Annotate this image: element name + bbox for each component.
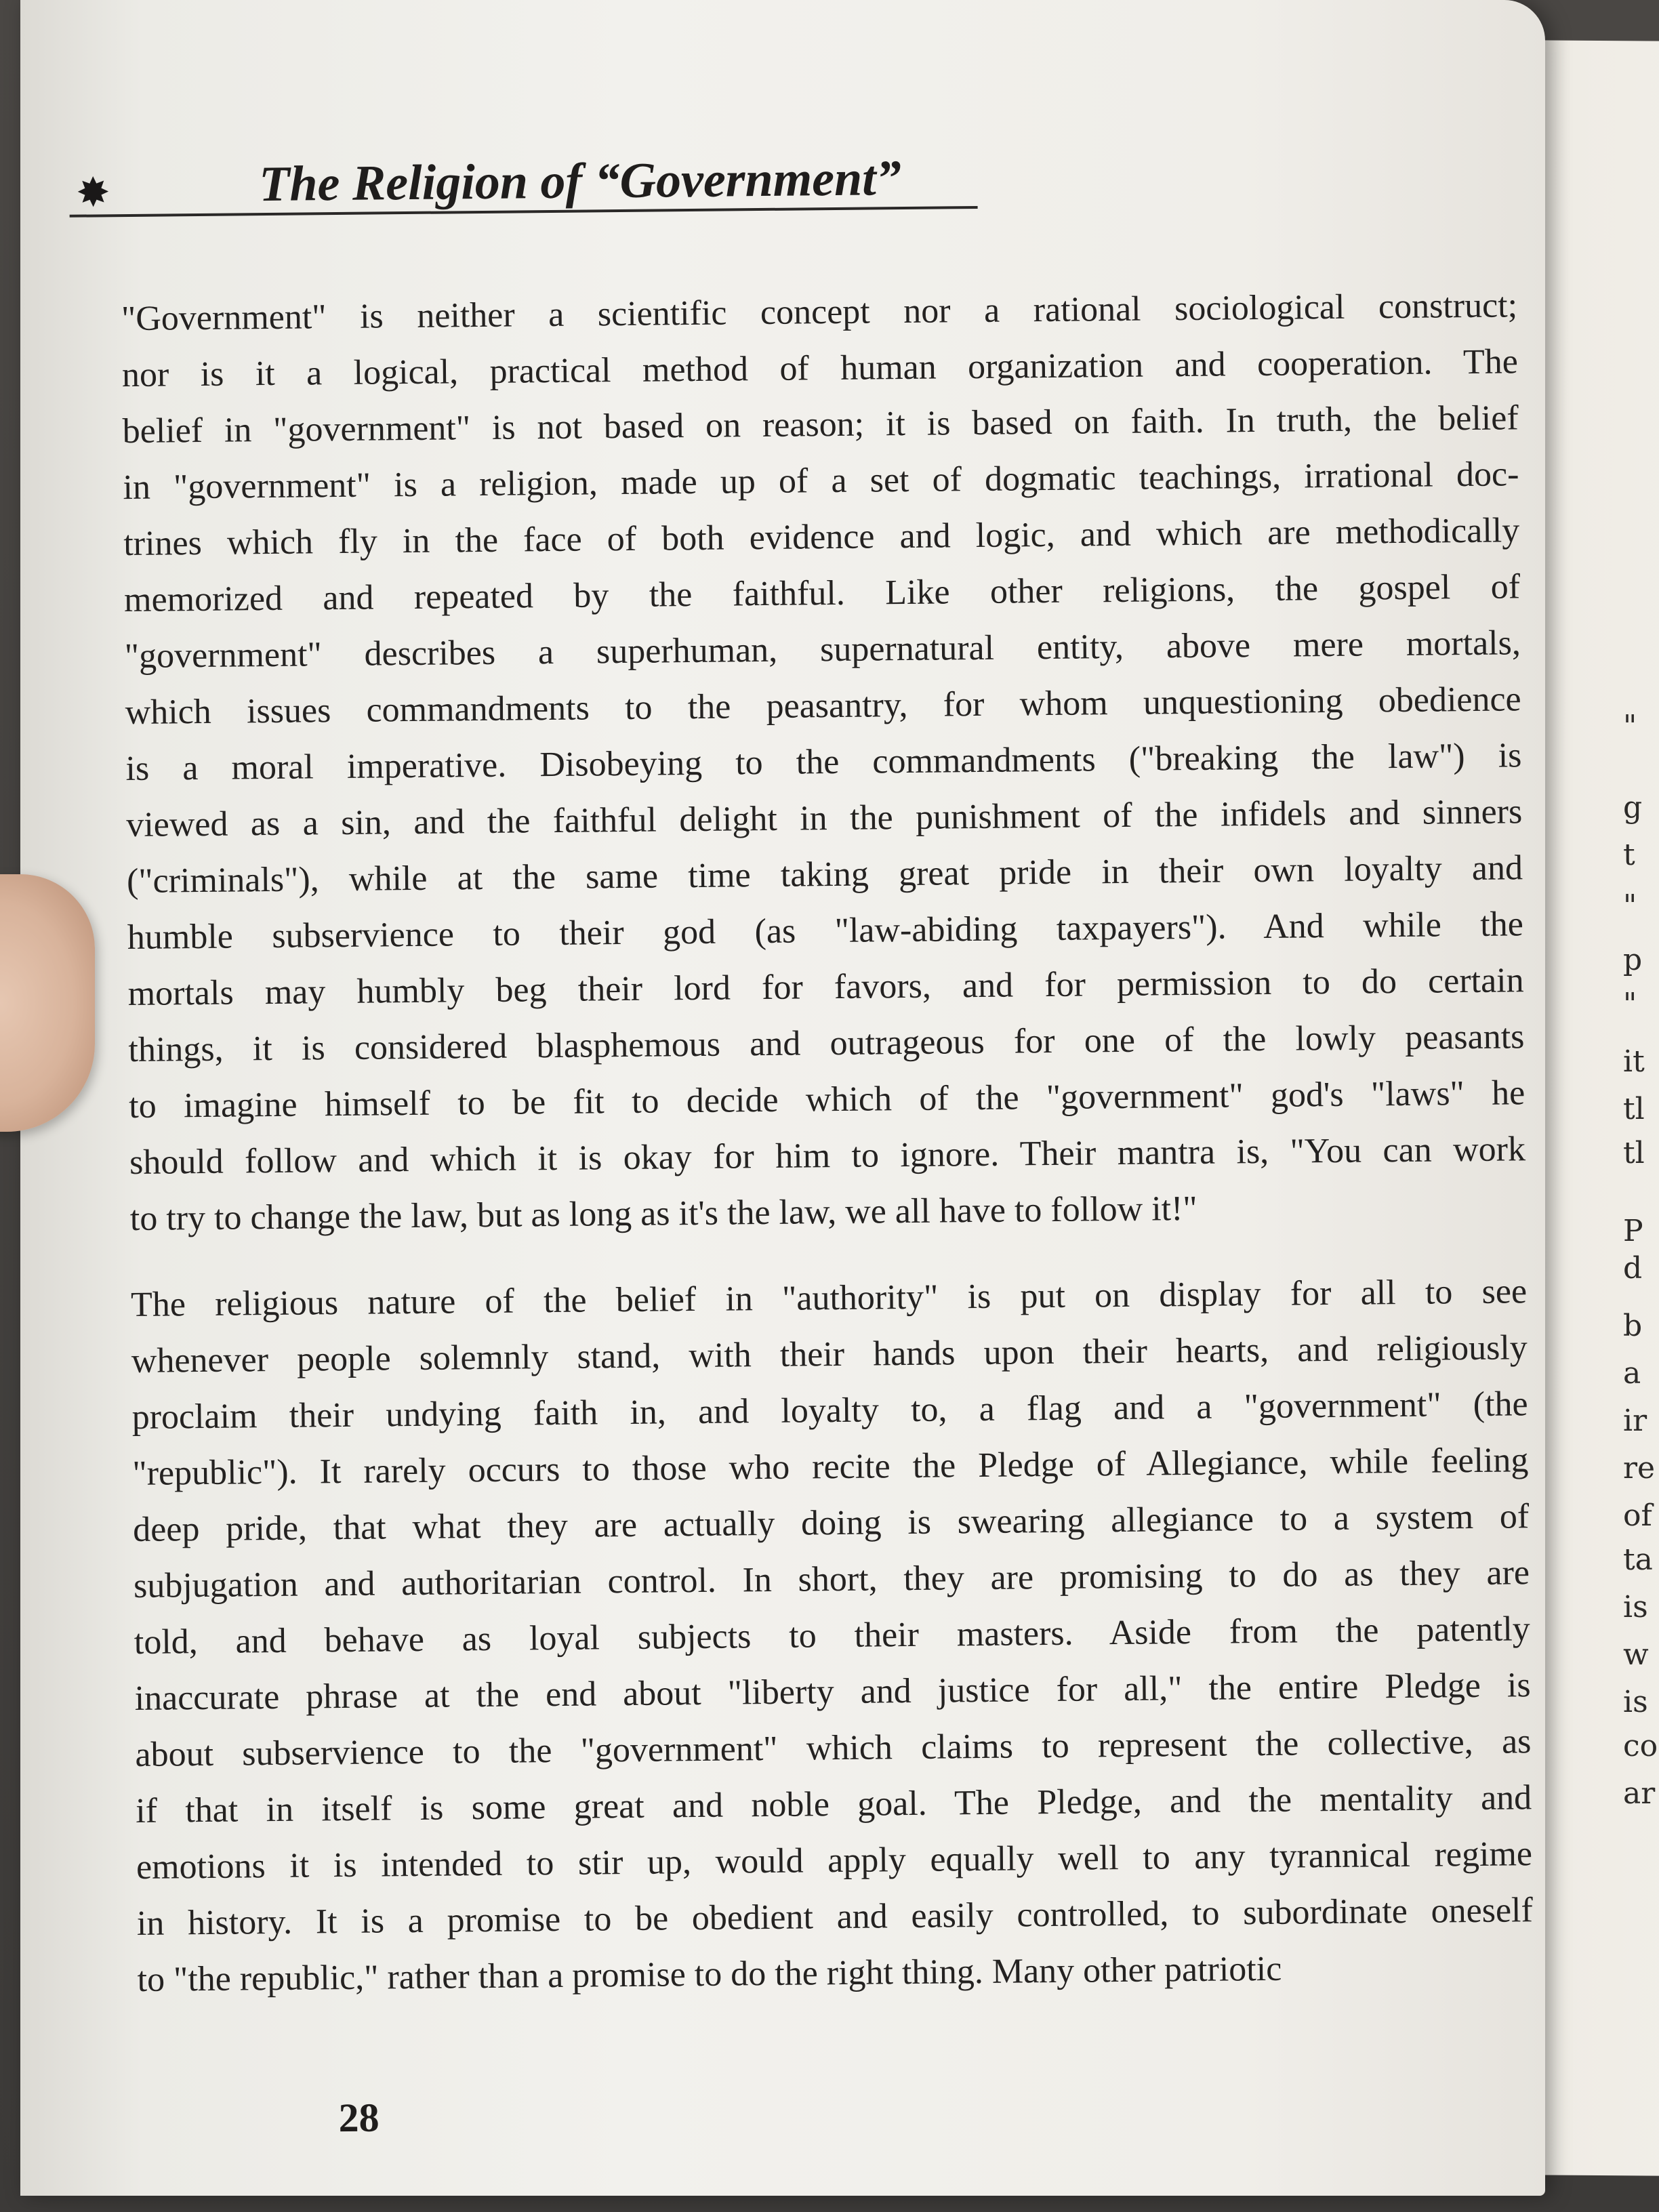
text-line: if that in itself is some great and noble goal. The Pledge, and the mentality and xyxy=(135,1778,1532,1830)
page-content xyxy=(20,0,1545,2196)
text-line: "government" describes a superhuman, supernatural entity, above mere mortals, xyxy=(124,623,1521,676)
text-line: should follow and which it is okay for him to ignore. Their mantra is, "You can work xyxy=(129,1130,1526,1183)
text-line: memorized and repeated by the faithful. Like other religions, the gospel of xyxy=(123,567,1521,620)
text-line: mortals may humbly beg their lord for favors, and for permission to do certain xyxy=(127,961,1524,1014)
text-line: The religious nature of the belief in "authority" is put on display for all to see xyxy=(130,1272,1528,1325)
text-line: whenever people solemnly stand, with their hands upon their hearts, and religiously xyxy=(131,1328,1528,1381)
text-line: humble subservience to their god (as "law-abiding taxpayers"). And while the xyxy=(127,905,1524,958)
facing-page-fragment: " xyxy=(1623,709,1637,743)
text-line: ("criminals"), while at the same time taking great pride in their own loyalty and xyxy=(126,848,1523,901)
facing-page-fragment: a xyxy=(1623,1356,1641,1391)
text-line: in history. It is a promise to be obedient and easily controlled, to subordinate oneself xyxy=(136,1891,1534,1943)
facing-page-fragment: P xyxy=(1623,1214,1643,1248)
facing-page-fragment: p xyxy=(1623,943,1643,977)
starburst-icon: ✸ xyxy=(75,169,110,217)
facing-page-fragment: ar xyxy=(1623,1776,1656,1811)
facing-page-fragment: is xyxy=(1623,1685,1648,1719)
paragraph-2 xyxy=(131,1263,1534,2008)
chapter-title: The Religion of “Government” xyxy=(258,150,902,213)
text-line: to "the republic," rather than a promise to do the right thing. Many other patriotic xyxy=(137,1949,1282,1999)
text-line: is a moral imperative. Disobeying to the commandments ("breaking the law") is xyxy=(125,736,1522,789)
facing-page-fragment: is xyxy=(1623,1590,1648,1624)
facing-page-fragment: of xyxy=(1623,1498,1652,1533)
facing-page-fragment: tl xyxy=(1623,1136,1645,1170)
text-line: told, and behave as loyal subjects to their masters. Aside from the patently xyxy=(134,1610,1531,1662)
text-line: deep pride, that what they are actually doing is swearing allegiance to a system of xyxy=(132,1497,1530,1549)
text-line: trines which fly in the face of both evidence and logic, and which are methodically xyxy=(123,511,1520,564)
text-line: proclaim their undying faith in, and loyalty to, a flag and a "government" (the xyxy=(131,1385,1528,1437)
text-line: to try to change the law, but as long as it's the law, we all have to follow it!" xyxy=(129,1189,1197,1239)
page-number: 28 xyxy=(338,2095,380,2141)
chapter-header xyxy=(49,144,998,220)
facing-page-fragment: g xyxy=(1623,790,1643,825)
facing-page-fragment: b xyxy=(1623,1309,1643,1343)
text-line: to imagine himself to be fit to decide which of the "government" god's "laws" he xyxy=(128,1073,1525,1126)
text-line: "Government" is neither a scientific concept nor a rational sociological construct; xyxy=(121,286,1518,339)
facing-page-fragment: d xyxy=(1623,1251,1643,1286)
text-line: "republic"). It rarely occurs to those who recite the Pledge of Allegiance, while feeling xyxy=(132,1441,1529,1493)
paragraph-1 xyxy=(121,277,1526,1247)
facing-page-fragment: " xyxy=(1623,888,1637,923)
facing-page-fragment: w xyxy=(1623,1637,1649,1672)
facing-page-fragment: it xyxy=(1623,1044,1645,1079)
facing-page-fragment: ir xyxy=(1623,1404,1647,1438)
text-line: emotions it is intended to stir up, would apply equally well to any tyrannical regime xyxy=(136,1835,1533,1887)
facing-page-fragment: t xyxy=(1623,838,1635,872)
text-line: about subservience to the "government" which claims to represent the collective, as xyxy=(135,1722,1532,1774)
facing-page-fragment: ta xyxy=(1623,1542,1653,1577)
text-line: things, it is considered blasphemous and outrageous for one of the lowly peasants xyxy=(128,1017,1525,1070)
book-page xyxy=(20,0,1545,2196)
facing-page-fragment: " xyxy=(1623,987,1637,1021)
text-line: belief in "government" is not based on reason; it is based on faith. In truth, the belief xyxy=(122,398,1519,451)
text-line: subjugation and authoritarian control. In short, they are promising to do as they are xyxy=(133,1553,1530,1605)
text-line: viewed as a sin, and the faithful delight in the punishment of the infidels and sinners xyxy=(126,792,1523,845)
facing-page-fragment: co xyxy=(1623,1729,1658,1763)
facing-page-fragment: re xyxy=(1623,1451,1656,1486)
text-line: in "government" is a religion, made up of a set of dogmatic teachings, irrational doc- xyxy=(123,455,1519,508)
text-line: inaccurate phrase at the end about "liberty and justice for all," the entire Pledge is xyxy=(134,1666,1531,1718)
text-line: nor is it a logical, practical method of human organization and cooperation. The xyxy=(121,342,1519,395)
facing-page-fragment: tl xyxy=(1623,1092,1645,1126)
text-line: which issues commandments to the peasantry, for whom unquestioning obedience xyxy=(125,680,1521,733)
